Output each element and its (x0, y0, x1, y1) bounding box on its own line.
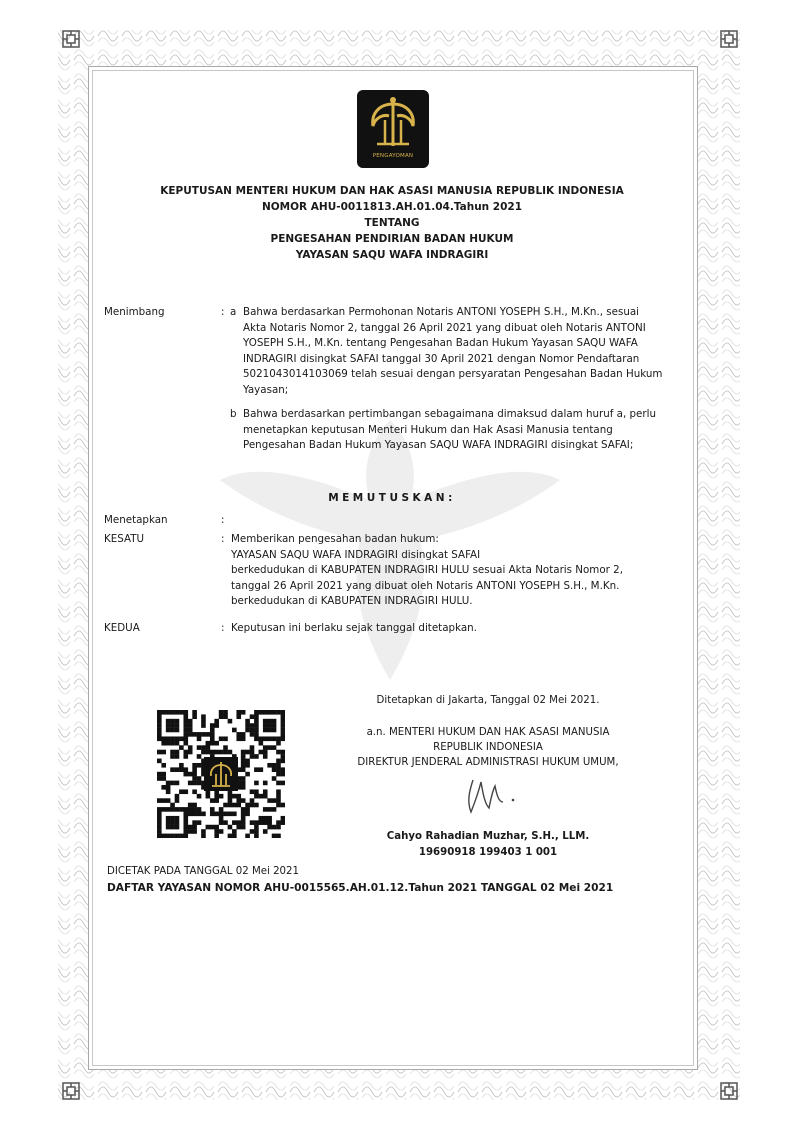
point-b-marker: b (230, 408, 237, 420)
signer-name: Cahyo Rahadian Muzhar, S.H., LLM. (386, 831, 590, 842)
point-b-line: Pengesahan Badan Hukum Yayasan SAQU WAFA INDRAGIRI disingkat SAFAI; (243, 439, 634, 452)
kedua-text: Keputusan ini berlaku sejak tanggal ditetapkan. (231, 622, 477, 634)
point-b-line: Bahwa berdasarkan pertimbangan sebagaimana dimaksud dalam huruf a, perlu (243, 408, 657, 420)
kesatu-line: berkedudukan di KABUPATEN INDRAGIRI HULU. (231, 595, 473, 608)
kesatu-text (231, 532, 681, 610)
corner-ornament-bottom-right (718, 1080, 740, 1102)
menetapkan-colon: : (221, 514, 225, 526)
kesatu-colon: : (221, 533, 225, 545)
point-a-line: INDRAGIRI disingkat SAFAI tanggal 30 April 2021 dengan Nomor Pendaftaran (243, 352, 640, 365)
printed-date: DICETAK PADA TANGGAL 02 Mei 2021 (107, 866, 299, 877)
kesatu-line: Memberikan pengesahan badan hukum: (231, 533, 439, 545)
pengayoman-emblem-icon (357, 90, 429, 154)
kesatu-line: berkedudukan di KABUPATEN INDRAGIRI HULU sesuai Akta Notaris Nomor 2, (231, 564, 623, 577)
registry-number: DAFTAR YAYASAN NOMOR AHU-0015565.AH.01.12.Tahun 2021 TANGGAL 02 Mei 2021 (107, 882, 614, 894)
point-a-text (243, 305, 679, 399)
memutuskan-heading: MEMUTUSKAN: (328, 492, 456, 504)
point-a-line: Bahwa berdasarkan Permohonan Notaris ANTONI YOSEPH S.H., M.Kn., sesuai (243, 306, 640, 318)
point-b-line: menetapkan keputusan Menteri Hukum dan Hak Asasi Manusia tentang (243, 423, 613, 436)
point-a-line: Yayasan; (243, 383, 289, 396)
menimbang-label: Menimbang (104, 306, 165, 318)
point-b-text (243, 407, 679, 454)
handwritten-signature-icon (455, 772, 525, 822)
kesatu-line: tanggal 26 April 2021 yang dibuat oleh Notaris ANTONI YOSEPH S.H., M.Kn. (231, 579, 620, 592)
point-a-line: YOSEPH S.H., M.Kn. tentang Pengesahan Badan Hukum Yayasan SAQU WAFA (243, 337, 638, 350)
point-a-line: 5021043014103069 telah sesuai dengan persyaratan Pengesahan Badan Hukum (243, 368, 663, 381)
menetapkan-label: Menetapkan (104, 514, 168, 526)
pengayoman-logo (357, 90, 429, 168)
decree-title: KEPUTUSAN MENTERI HUKUM DAN HAK ASASI MANUSIA REPUBLIK INDONESIA (160, 185, 624, 197)
menimbang-colon: : (221, 306, 225, 318)
qr-code-icon (157, 710, 285, 838)
logo-caption: PENGAYOMAN (372, 153, 414, 159)
corner-ornament-top-right (718, 28, 740, 50)
kedua-label: KEDUA (104, 622, 140, 634)
signer-position: DIREKTUR JENDERAL ADMINISTRASI HUKUM UMUM, (357, 757, 619, 768)
corner-ornament-bottom-left (60, 1080, 82, 1102)
corner-ornament-top-left (60, 28, 82, 50)
decree-number: NOMOR AHU-0011813.AH.01.04.Tahun 2021 (261, 201, 523, 213)
decree-tentang: TENTANG (364, 217, 420, 229)
on-behalf-line-2: REPUBLIK INDONESIA (433, 742, 543, 753)
on-behalf-line-1: a.n. MENTERI HUKUM DAN HAK ASASI MANUSIA (366, 727, 610, 738)
decree-subject: PENGESAHAN PENDIRIAN BADAN HUKUM (270, 233, 514, 245)
kesatu-label: KESATU (104, 533, 145, 545)
signer-nip: 19690918 199403 1 001 (418, 847, 558, 858)
foundation-name: YAYASAN SAQU WAFA INDRAGIRI (295, 249, 489, 261)
point-a-marker: a (230, 306, 237, 318)
place-date: Ditetapkan di Jakarta, Tanggal 02 Mei 2021. (376, 695, 600, 706)
kesatu-line: YAYASAN SAQU WAFA INDRAGIRI disingkat SAFAI (231, 548, 481, 561)
kedua-colon: : (221, 622, 225, 634)
point-a-line: Akta Notaris Nomor 2, tanggal 26 April 2021 yang dibuat oleh Notaris ANTONI (243, 321, 646, 334)
